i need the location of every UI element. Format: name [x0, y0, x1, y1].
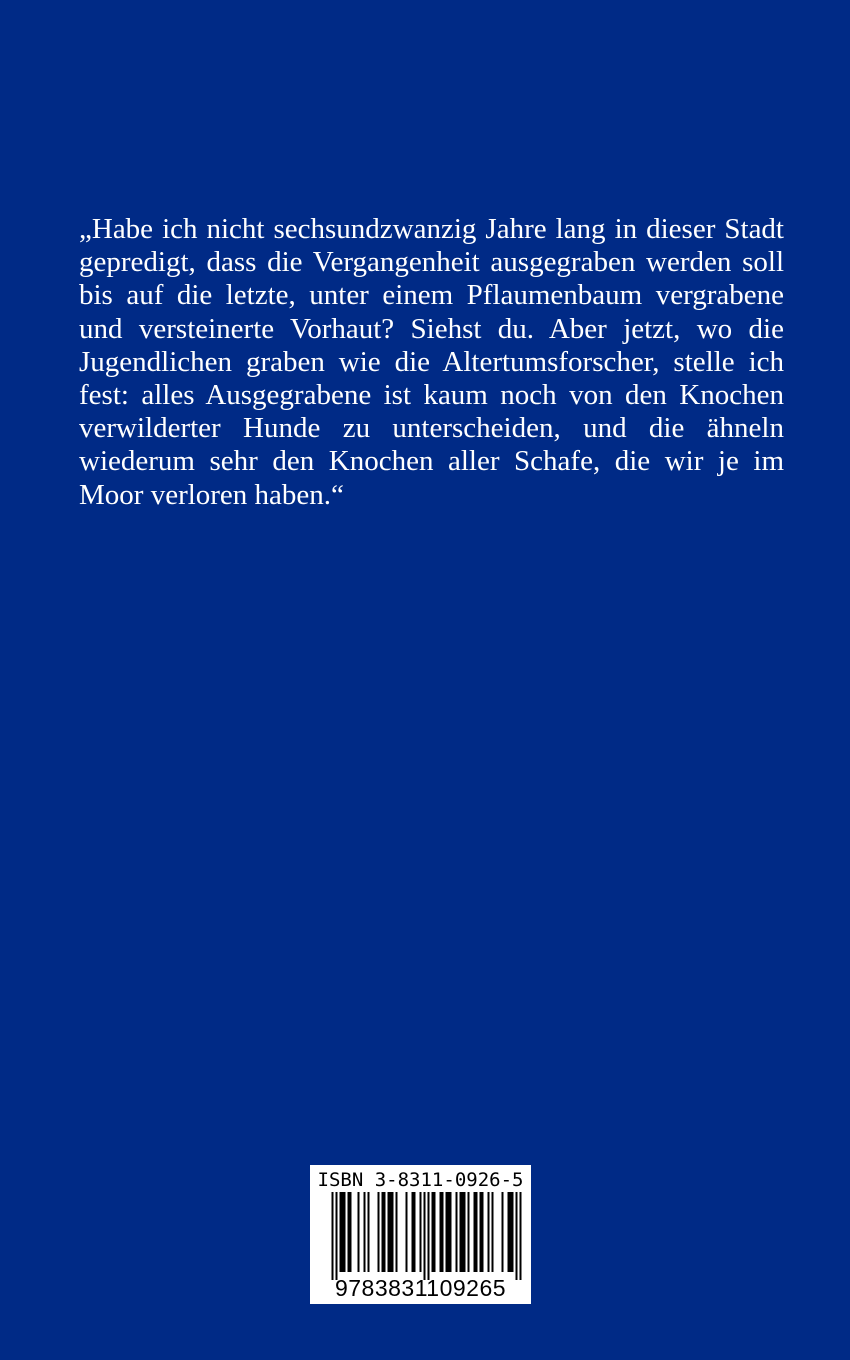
ean-number: 9783831109265 — [334, 1275, 507, 1301]
barcode-bar — [462, 1192, 464, 1272]
barcode-guard-bar — [428, 1192, 430, 1280]
back-cover-quote — [79, 213, 784, 512]
quote-line: fest: alles Ausgegrabene ist kaum noch von den Knochen — [79, 379, 784, 412]
barcode-bar — [492, 1192, 494, 1272]
quote-line: wiederum sehr den Knochen aller Schafe, die wir je im — [79, 445, 784, 478]
barcode-guard-bar — [516, 1192, 518, 1280]
quote-line: bis auf die letzte, unter einem Pflaumenbaum vergrabene — [79, 279, 784, 312]
barcode-bar — [440, 1192, 442, 1272]
barcode-bar — [348, 1192, 350, 1272]
quote-line: gepredigt, dass die Vergangenheit ausgegraben werden soll — [79, 246, 784, 279]
barcode-bar — [434, 1192, 436, 1272]
barcode-guard-bar — [332, 1192, 334, 1280]
barcode-bar — [350, 1192, 352, 1272]
barcode-bar — [474, 1192, 476, 1272]
barcode-bar — [406, 1192, 408, 1272]
isbn-barcode-box — [310, 1165, 531, 1304]
barcode-bar — [420, 1192, 422, 1272]
barcode-bar — [460, 1192, 462, 1272]
barcode-bar — [450, 1192, 452, 1272]
barcode-bar — [482, 1192, 484, 1272]
barcode-bar — [364, 1192, 366, 1272]
barcode-bar — [388, 1192, 390, 1272]
barcode-guard-bar — [520, 1192, 522, 1280]
quote-line: Jugendlichen graben wie die Altertumsforscher, stelle ich — [79, 345, 784, 378]
barcode-bar — [382, 1192, 384, 1272]
barcode-bar — [468, 1192, 470, 1272]
barcode-bar — [508, 1192, 510, 1272]
barcode-bar — [340, 1192, 342, 1272]
barcode-bar — [432, 1192, 434, 1272]
quote-line: verwilderter Hunde zu unterscheiden, und die ähneln — [79, 412, 784, 445]
barcode-bar — [488, 1192, 490, 1272]
barcode-bar — [442, 1192, 444, 1272]
quote-line: Moor verloren haben.“ — [79, 478, 344, 511]
barcode-bar — [510, 1192, 512, 1272]
barcode-bar — [414, 1192, 416, 1272]
barcode-bar — [448, 1192, 450, 1272]
quote-line: „Habe ich nicht sechsundzwanzig Jahre lang in dieser Stadt — [79, 213, 784, 245]
barcode-bar — [412, 1192, 414, 1272]
barcode-bar — [384, 1192, 386, 1272]
barcode-bar — [344, 1192, 346, 1272]
quote-line: und versteinerte Vorhaut? Siehst du. Aber jetzt, wo die — [79, 312, 784, 345]
barcode-graphic — [310, 1192, 531, 1282]
barcode-bar — [368, 1192, 370, 1272]
barcode-bar — [392, 1192, 394, 1272]
barcode-bar — [378, 1192, 380, 1272]
barcode-bar — [480, 1192, 482, 1272]
barcode-bar — [456, 1192, 458, 1272]
barcode-guard-bar — [424, 1192, 426, 1280]
isbn-label: ISBN 3-8311-0926-5 — [317, 1169, 524, 1191]
barcode-bar — [358, 1192, 360, 1272]
barcode-bar — [390, 1192, 392, 1272]
barcode-bar — [446, 1192, 448, 1272]
barcode-bar — [476, 1192, 478, 1272]
barcode-bar — [464, 1192, 466, 1272]
barcode-bar — [396, 1192, 398, 1272]
barcode-bar — [502, 1192, 504, 1272]
barcode-guard-bar — [336, 1192, 338, 1280]
barcode-bar — [512, 1192, 514, 1272]
barcode-bar — [342, 1192, 344, 1272]
